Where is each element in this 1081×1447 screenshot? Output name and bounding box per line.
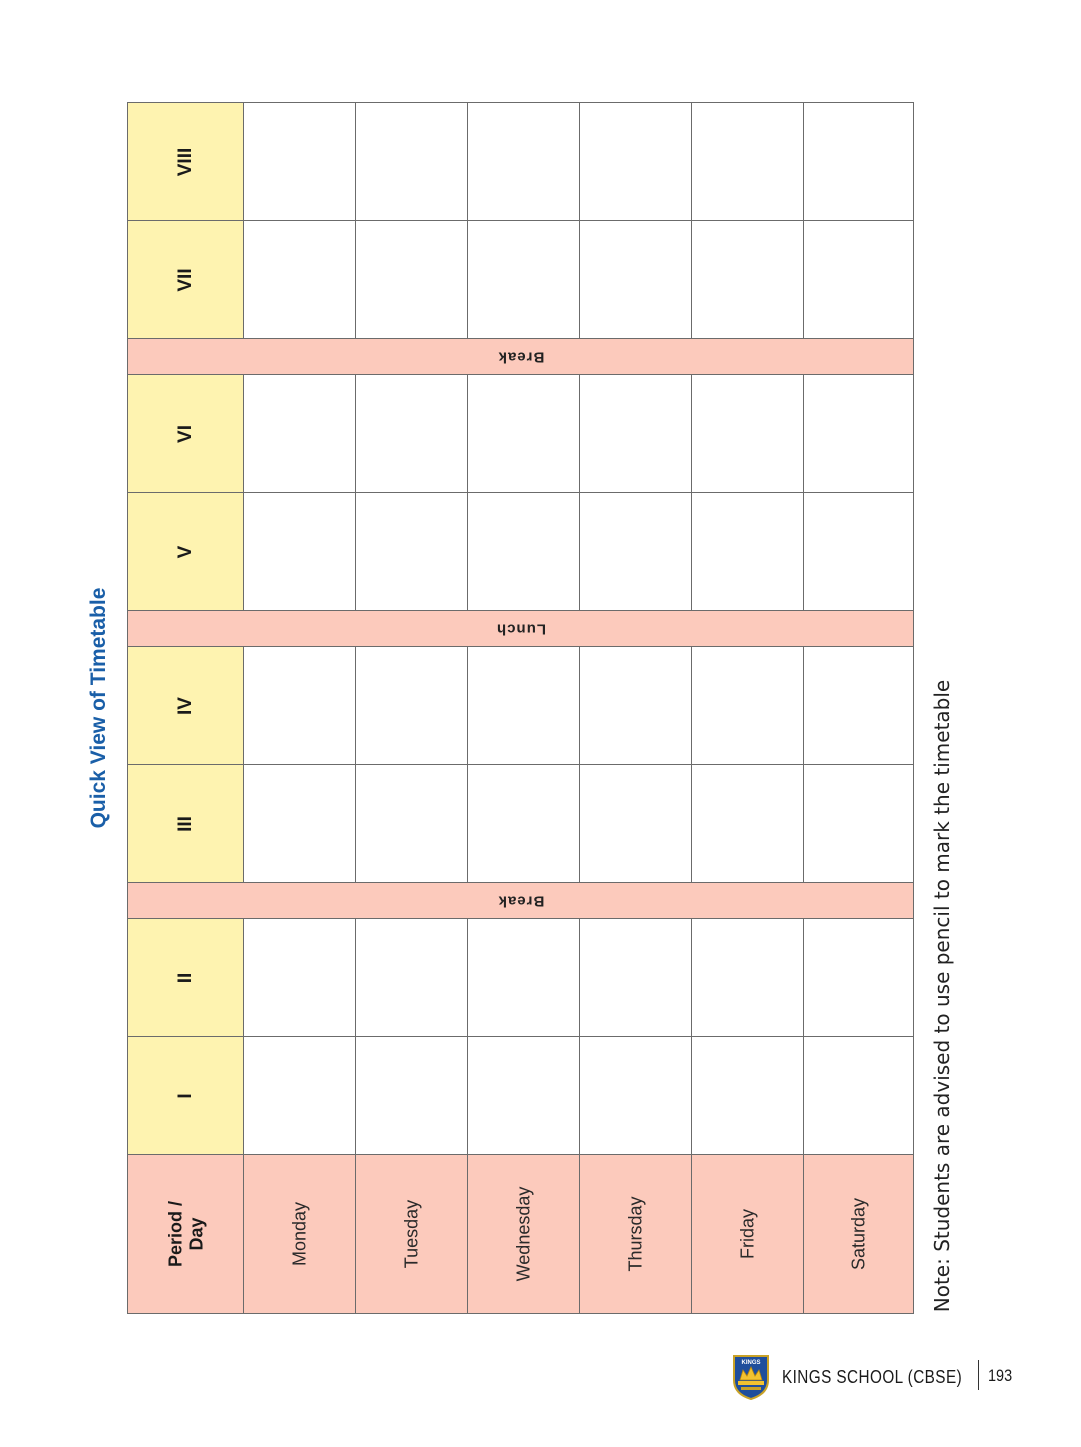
timetable-slot[interactable] xyxy=(467,102,580,221)
period-label: IV xyxy=(174,696,196,715)
period-header-cell xyxy=(127,646,244,765)
corner-label-line2: Day xyxy=(185,1217,206,1251)
timetable-slot[interactable] xyxy=(579,374,692,493)
period-header-cell xyxy=(127,374,244,493)
timetable-slot[interactable] xyxy=(467,492,580,611)
day-header-cell xyxy=(803,1154,914,1314)
timetable-slot[interactable] xyxy=(691,918,804,1037)
timetable-slot[interactable] xyxy=(355,220,468,339)
timetable-slot[interactable] xyxy=(355,1036,468,1155)
timetable-slot[interactable] xyxy=(243,1036,356,1155)
day-label: Monday xyxy=(289,1201,310,1267)
day-header-cell xyxy=(579,1154,692,1314)
timetable-slot[interactable] xyxy=(803,102,914,221)
timetable-slot[interactable] xyxy=(467,220,580,339)
day-label: Wednesday xyxy=(513,1186,534,1282)
footer-separator xyxy=(978,1360,979,1390)
day-label: Thursday xyxy=(625,1196,646,1272)
timetable-slot[interactable] xyxy=(691,646,804,765)
timetable-slot[interactable] xyxy=(803,1036,914,1155)
corner-header-cell xyxy=(127,1154,244,1314)
timetable-slot[interactable] xyxy=(579,646,692,765)
timetable-slot[interactable] xyxy=(579,1036,692,1155)
day-header-cell xyxy=(243,1154,356,1314)
period-header-cell xyxy=(127,102,244,221)
period-header-cell xyxy=(127,764,244,883)
timetable-slot[interactable] xyxy=(467,918,580,1037)
timetable-slot[interactable] xyxy=(803,492,914,611)
timetable-slot[interactable] xyxy=(579,492,692,611)
period-label: VI xyxy=(174,424,196,443)
timetable-slot[interactable] xyxy=(579,102,692,221)
logo-text: KINGS xyxy=(741,1360,761,1366)
timetable-slot[interactable] xyxy=(579,918,692,1037)
day-label: Tuesday xyxy=(401,1199,422,1269)
timetable-slot[interactable] xyxy=(803,918,914,1037)
period-label: II xyxy=(174,972,196,983)
corner-label-line1: Period / xyxy=(164,1200,185,1268)
period-label: III xyxy=(174,815,196,832)
period-header-cell xyxy=(127,918,244,1037)
period-label: VIII xyxy=(174,147,196,176)
period-label: VII xyxy=(174,267,196,292)
break-label: Break xyxy=(497,892,544,910)
timetable-slot[interactable] xyxy=(691,764,804,883)
footer xyxy=(730,1354,1030,1400)
day-header-cell xyxy=(467,1154,580,1314)
timetable-slot[interactable] xyxy=(467,1036,580,1155)
corner-label xyxy=(165,1201,206,1267)
timetable-slot[interactable] xyxy=(579,220,692,339)
timetable-slot[interactable] xyxy=(803,646,914,765)
day-label: Friday xyxy=(737,1208,758,1260)
timetable-slot[interactable] xyxy=(691,220,804,339)
timetable-slot[interactable] xyxy=(243,102,356,221)
page-number: 193 xyxy=(988,1366,1013,1385)
school-name: KINGS SCHOOL (CBSE) xyxy=(782,1366,963,1387)
period-header-cell xyxy=(127,1036,244,1155)
timetable-slot[interactable] xyxy=(579,764,692,883)
timetable-slot[interactable] xyxy=(467,374,580,493)
timetable-slot[interactable] xyxy=(243,220,356,339)
timetable-slot[interactable] xyxy=(243,492,356,611)
timetable-slot[interactable] xyxy=(803,374,914,493)
timetable-slot[interactable] xyxy=(243,646,356,765)
timetable-slot[interactable] xyxy=(243,764,356,883)
school-logo-icon xyxy=(730,1354,772,1400)
period-header-cell xyxy=(127,220,244,339)
timetable-slot[interactable] xyxy=(691,1036,804,1155)
timetable-slot[interactable] xyxy=(803,220,914,339)
period-header-cell xyxy=(127,492,244,611)
timetable-slot[interactable] xyxy=(467,764,580,883)
timetable-slot[interactable] xyxy=(355,374,468,493)
day-label: Saturday xyxy=(848,1197,869,1271)
period-label: I xyxy=(174,1092,196,1099)
timetable-slot[interactable] xyxy=(803,764,914,883)
break-label: Break xyxy=(497,348,544,366)
timetable-slot[interactable] xyxy=(243,918,356,1037)
timetable-slot[interactable] xyxy=(243,374,356,493)
timetable-slot[interactable] xyxy=(691,102,804,221)
timetable-slot[interactable] xyxy=(355,918,468,1037)
timetable-slot[interactable] xyxy=(355,764,468,883)
timetable-slot[interactable] xyxy=(691,492,804,611)
day-header-cell xyxy=(355,1154,468,1314)
break-band xyxy=(127,882,914,919)
break-band xyxy=(127,338,914,375)
timetable-slot[interactable] xyxy=(355,646,468,765)
break-band xyxy=(127,610,914,647)
timetable-slot[interactable] xyxy=(691,374,804,493)
day-header-cell xyxy=(691,1154,804,1314)
break-label: Lunch xyxy=(495,620,546,638)
timetable-slot[interactable] xyxy=(355,492,468,611)
timetable-slot[interactable] xyxy=(355,102,468,221)
period-label: V xyxy=(174,545,196,558)
timetable-slot[interactable] xyxy=(467,646,580,765)
timetable-grid xyxy=(127,102,914,1314)
